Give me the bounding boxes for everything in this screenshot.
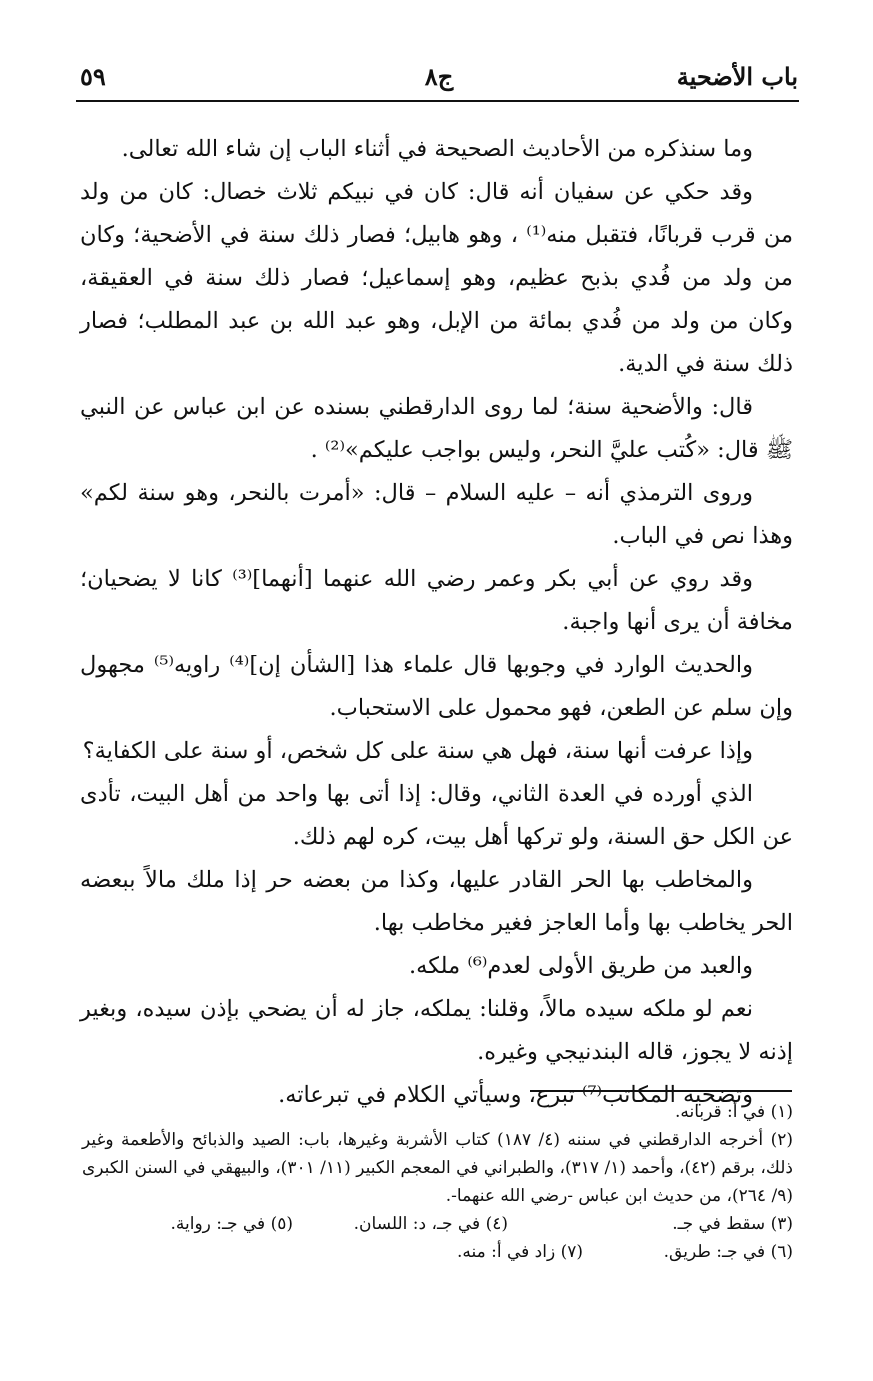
main-text: [80, 128, 793, 1117]
footnote-divider: [530, 1090, 792, 1092]
footnote: (٤) في جـ، د: اللسان.: [353, 1214, 508, 1234]
paragraph: وإذا عرفت أنها سنة، فهل هي سنة على كل شخص، أو سنة على الكفاية؟: [82, 738, 753, 764]
page-header: [80, 62, 798, 96]
footnote: (٢) أخرجه الدارقطني في سننه (٤/ ١٨٧) كتاب الأشربة وغيرها، باب: الصيد والذبائح والأطعمة وغير ذلك، برقم (٤٢)، وأحمد (١/ ٣١٧)، والطبراني في المعجم الكبير (١١/ ٣٠١)، والبيهقي في السنن الكبرى (٩/ ٢٦٤)، من حديث ابن عباس -رضي الله عنهما-.: [82, 1130, 793, 1206]
header-divider: [76, 100, 799, 102]
paragraph: الذي أورده في العدة الثاني، وقال: إذا أتى بها واحد من أهل البيت، تأدى عن الكل حق السنة، ولو تركها أهل بيت، كره لهم ذلك.: [80, 781, 793, 850]
footnote: (٣) سقط في جـ.: [672, 1214, 793, 1234]
footnote-row: [82, 1238, 793, 1266]
paragraph: قال: والأضحية سنة؛ لما روى الدارقطني بسنده عن ابن عباس عن النبي ﷺ قال: «كُتب عليَّ النحر، وليس بواجب عليكم»⁽²⁾ .: [80, 394, 793, 463]
paragraph: وقد روي عن أبي بكر وعمر رضي الله عنهما [أنهما]⁽³⁾ كانا لا يضحيان؛ مخافة أن يرى أنها واجبة.: [80, 566, 793, 635]
footnotes: [82, 1098, 793, 1266]
footnote-row: [82, 1210, 793, 1238]
paragraph: والحديث الوارد في وجوبها قال علماء هذا [الشأن إن]⁽⁴⁾ راويه⁽⁵⁾ مجهول وإن سلم عن الطعن، فهو محمول على الاستحباب.: [80, 652, 793, 721]
paragraph: وما سنذكره من الأحاديث الصحيحة في أثناء الباب إن شاء الله تعالى.: [121, 136, 753, 162]
volume-label: ج٨: [424, 62, 454, 91]
page-number: ٥٩: [80, 62, 106, 91]
footnote: (٧) زاد في أ: منه.: [456, 1242, 583, 1262]
paragraph: نعم لو ملكه سيده مالاً، وقلنا: يملكه، جاز له أن يضحي بإذن سيده، وبغير إذنه لا يجوز، قاله البندنيجي وغيره.: [80, 996, 793, 1065]
footnote: (٥) في جـ: رواية.: [170, 1214, 293, 1234]
paragraph: والمخاطب بها الحر القادر عليها، وكذا من بعضه حر إذا ملك مالاً ببعضه الحر يخاطب بها وأما العاجز فغير مخاطب بها.: [80, 867, 793, 936]
paragraph: وروى الترمذي أنه – عليه السلام – قال: «أمرت بالنحر، وهو سنة لكم» وهذا نص في الباب.: [80, 480, 793, 549]
paragraph: والعبد من طريق الأولى لعدم⁽⁶⁾ ملكه.: [409, 953, 753, 979]
footnote: (١) في أ: قربانه.: [674, 1102, 793, 1122]
chapter-title: باب الأضحية: [676, 62, 798, 91]
paragraph: وقد حكي عن سفيان أنه قال: كان في نبيكم ثلاث خصال: كان من ولد من قرب قربانًا، فتقبل منه⁽¹⁾ ، وهو هابيل؛ فصار ذلك سنة في الأضحية؛ وكان من ولد من فُدي بذبح عظيم، وهو إسماعيل؛ فصار ذلك سنة في العقيقة، وكان من ولد من فُدي بمائة من الإبل، وهو عبد الله بن عبد المطلب؛ فصار ذلك سنة في الدية.: [80, 179, 793, 377]
paragraph: وتضحية المكاتب⁽⁷⁾ تبرع، وسيأتي الكلام في تبرعاته.: [278, 1082, 753, 1108]
footnote: (٦) في جـ: طريق.: [663, 1242, 793, 1262]
